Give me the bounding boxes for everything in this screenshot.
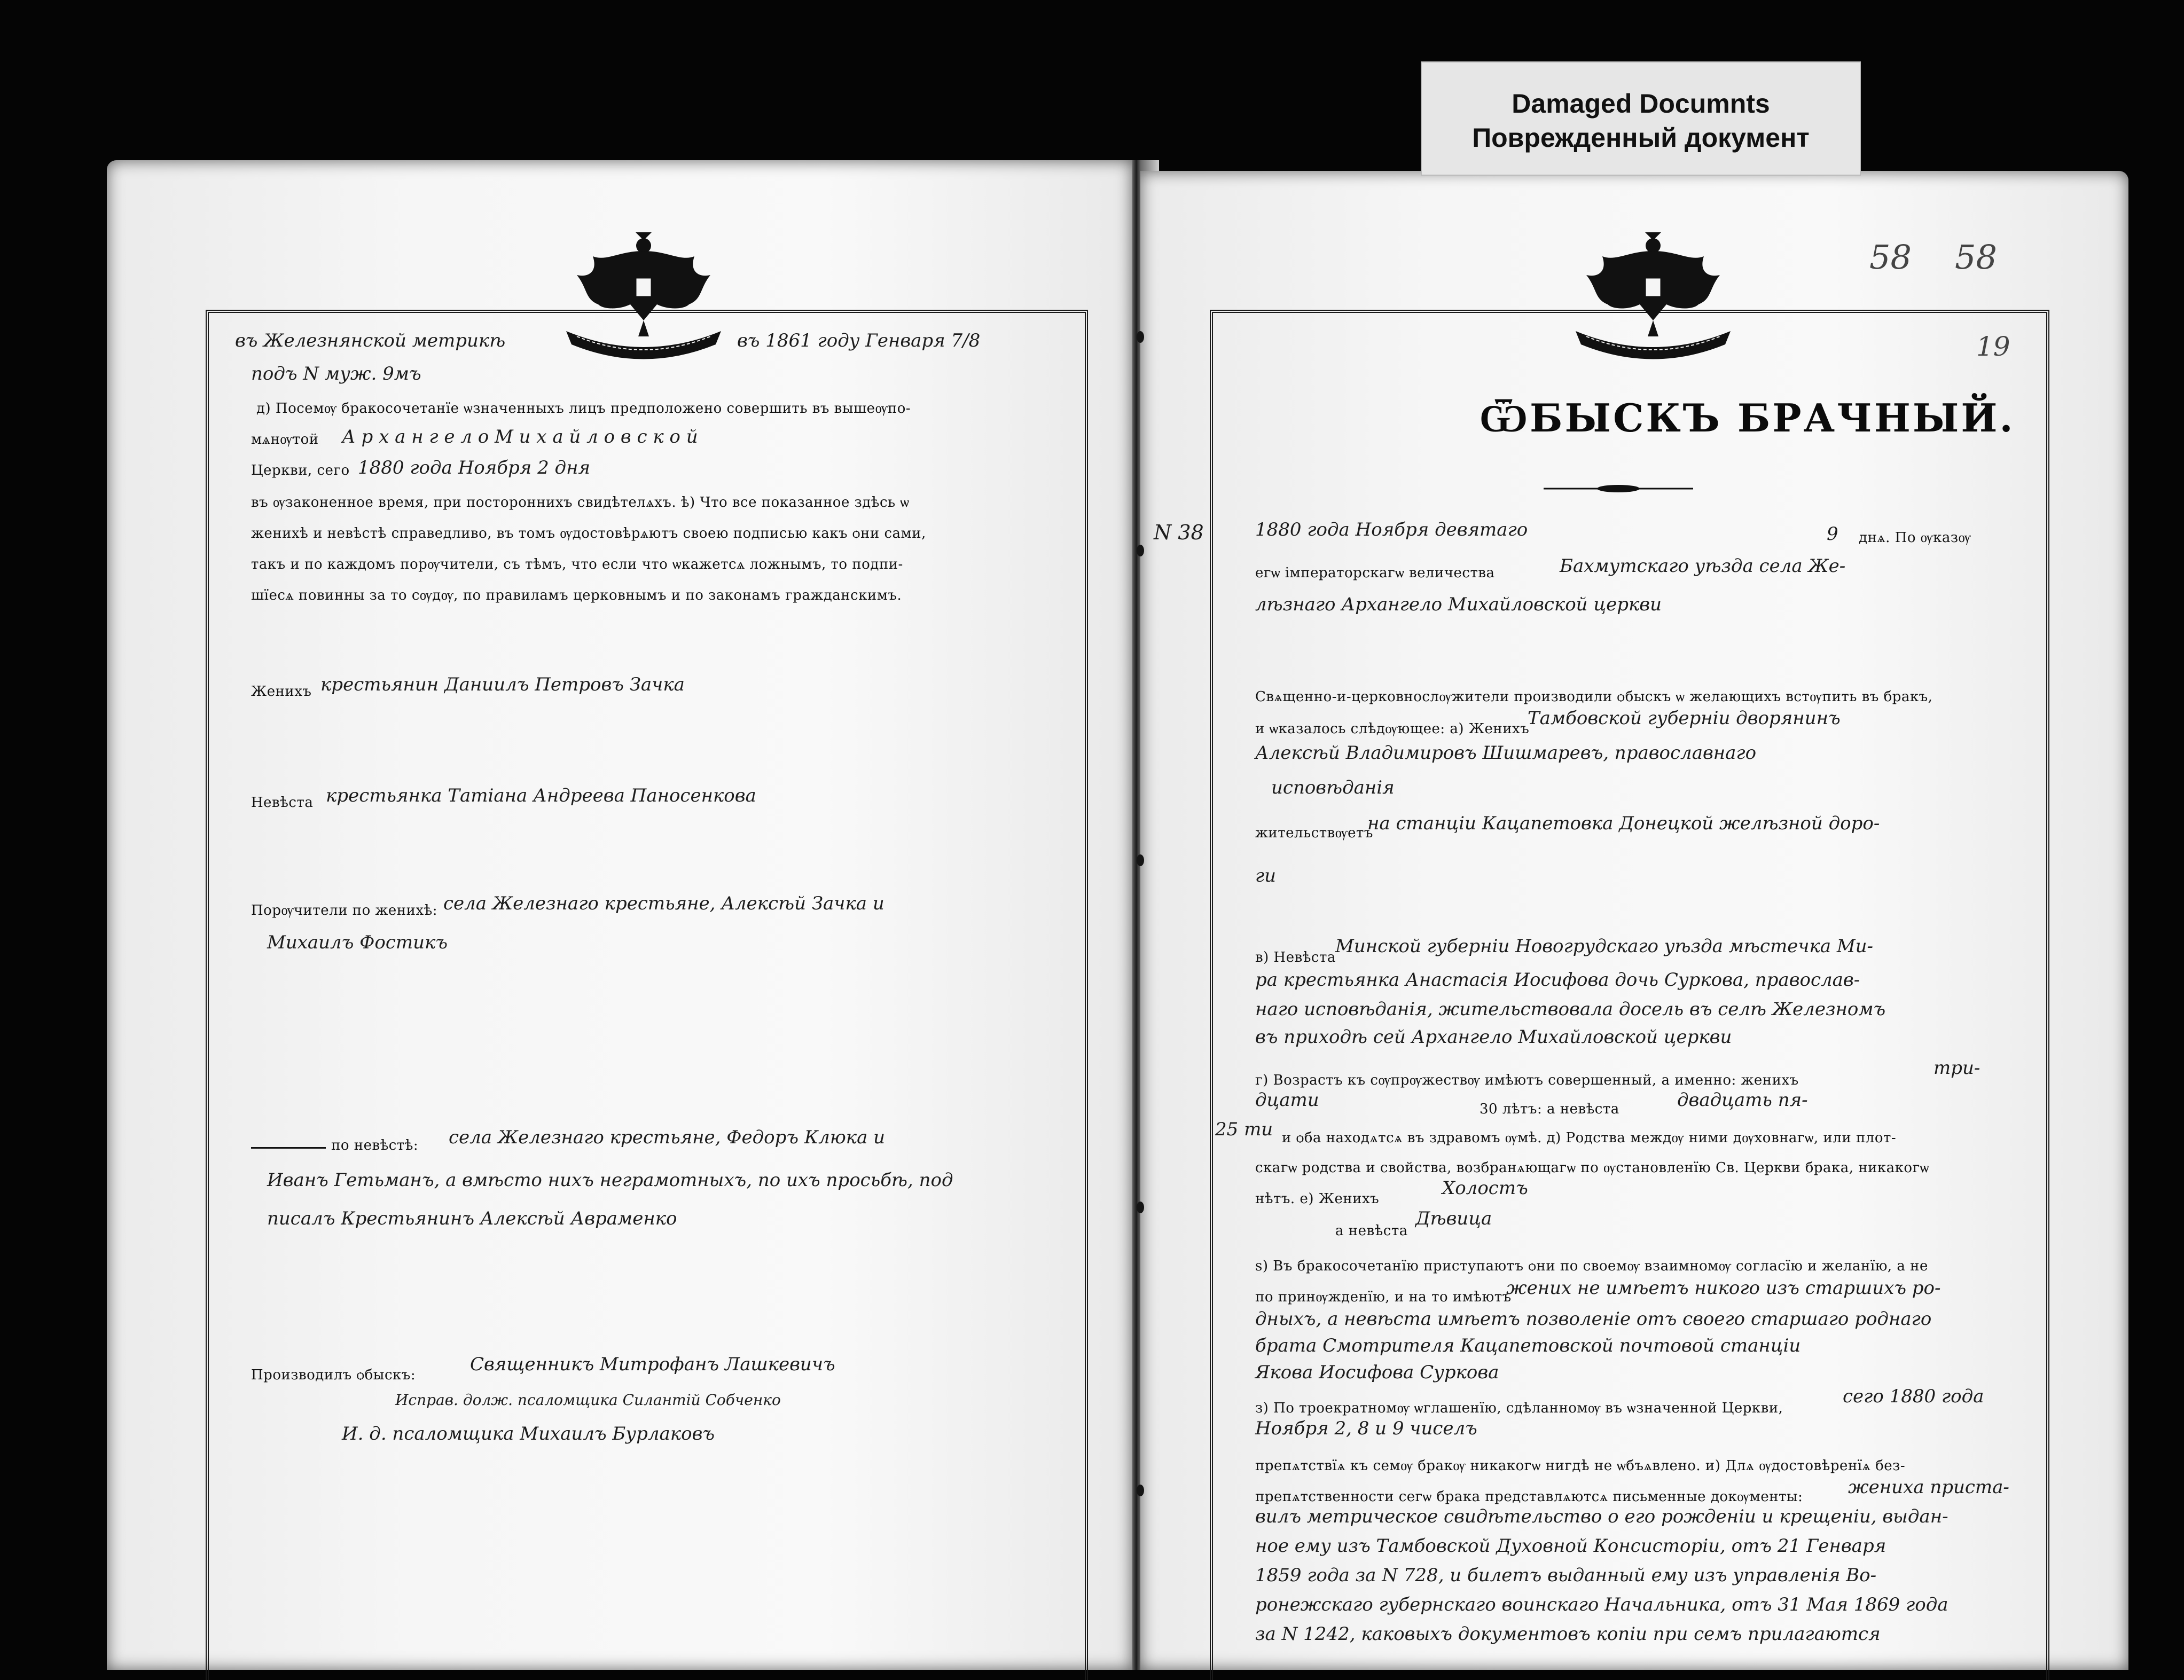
r-bride-age-b: 25 ти — [1215, 1119, 1273, 1140]
r-bride-age: двадцать пя- — [1677, 1089, 1808, 1111]
page-number: 58 — [1869, 238, 1912, 277]
groom-name: крестьянин Даниилъ Петровъ Зачка — [320, 674, 685, 695]
r-bride-line3: наго исповѣданiя, жительствовала досель въ селѣ Железномъ — [1255, 999, 1886, 1020]
r-bride-label: в) Невѣста — [1255, 949, 1336, 965]
left-page-frame — [206, 310, 1088, 1680]
bride-label: Невѣста — [251, 795, 314, 811]
r-groom-age-b: дцати — [1255, 1089, 1319, 1111]
r-documents-line5: 1859 года за N 728, и билетъ выданный ему изъ управленiя Во- — [1255, 1565, 1877, 1586]
left-header-year: въ 1861 году Генваря 7/8 — [737, 330, 981, 351]
r-documents-line3: вилъ метрическое свидѣтельство о его рожденiи и крещенiи, выдан- — [1255, 1506, 1948, 1527]
r-kinship-line2: скагѡ родства и свойства, возбранѧющагѡ по ѹстановленїю Св. Церкви брака, никакогѡ — [1255, 1160, 1929, 1176]
r-age-line1: г) Возрастъ къ сѹпрѹжествѹ имѣютъ совершенный, а именно: женихъ — [1255, 1072, 1799, 1088]
bride-sureties-line2: Иванъ Гетьманъ, а вмѣсто нихъ неграмотныхъ, по ихъ просьбѣ, под — [267, 1169, 953, 1191]
r-banns-dates: Ноября 2, 8 и 9 чиселъ — [1255, 1418, 1477, 1439]
r-groom-status: Холостъ — [1442, 1177, 1528, 1199]
r-banns-year: сего 1880 года — [1843, 1386, 1984, 1407]
title-ornament — [1544, 483, 1693, 494]
conducted-by-psalmist: Исправ. долж. псаломщика Силантiй Собченко — [395, 1391, 781, 1409]
r-bride-status-label: а невѣста — [1335, 1223, 1408, 1239]
label-english: Damaged Documnts — [1512, 89, 1770, 119]
r-line2-label: егѡ імператорскагѡ величества — [1255, 565, 1495, 581]
r-consent-line3: дныхъ, а невѣста имѣетъ позволенiе отъ своего старшаго роднаго — [1255, 1308, 1932, 1330]
left-p1-line2-label: мѧнѹтой — [251, 431, 319, 448]
left-p1-line6: такъ и по каждомъ порѹчители, съ тѣмъ, что если что ѡкажетсѧ ложнымъ, то подпи- — [251, 556, 903, 572]
corner-number: 19 — [1976, 331, 2010, 362]
r-consent-line2-label: по принѹжденїю, и на то имѣютъ — [1255, 1289, 1512, 1305]
r-bride-line4: въ приходѣ сей Архангело Михайловской церкви — [1255, 1026, 1732, 1048]
r-age-line2: 30 лѣтъ: а невѣста — [1480, 1101, 1619, 1117]
imperial-eagle-emblem-right — [1565, 230, 1741, 368]
r-documents-line2: жениха приста- — [1848, 1477, 2009, 1498]
r-consent-line2: жених не имѣетъ никого изъ старшихъ ро- — [1506, 1277, 1941, 1299]
bride-sureties-line1: села Железнаго крестьяне, Федоръ Клюка и — [449, 1127, 886, 1148]
r-groom-age-a: три- — [1933, 1057, 1981, 1079]
left-p1-church: А р х а н г е л о М и х а й л о в с к о й — [342, 426, 698, 448]
left-p1-line4: въ ѹзаконенное время, при постороннихъ свидѣтелѧхъ. ѣ) Что все показанное здѣсь ѡ — [251, 494, 910, 511]
damaged-document-label — [1421, 61, 1861, 176]
r-bride-status: Дѣвица — [1415, 1208, 1492, 1229]
conducted-by-acting-psalmist: И. д. псаломщика Михаилъ Бурлаковъ — [342, 1423, 715, 1445]
r-bride-line2: ра крестьянка Анастасiя Иосифова дочь Суркова, православ- — [1255, 969, 1860, 991]
r-documents-line6: ронежскаго губернскаго воинскаго Начальника, отъ 31 Мая 1869 года — [1255, 1594, 1948, 1615]
r-line4: Свѧщенно-и-церковнослѹжители производили ѻбыскъ ѡ желающихъ встѹпить въ бракъ, — [1255, 689, 1933, 705]
r-documents-line4: ное ему изъ Тамбовской Духовной Консисторiи, отъ 21 Генваря — [1255, 1535, 1886, 1557]
r-bride-line1: Минской губернiи Новогрудскаго уѣзда мѣстечка Ми- — [1335, 936, 1874, 957]
r-documents-line7: за N 1242, каковыхъ документовъ копiи при семъ прилагаются — [1255, 1623, 1881, 1645]
left-p1-line5: женихѣ и невѣстѣ справедливо, въ томъ ѹдостовѣрѧютъ своею подписью какъ ѻни сами, — [251, 525, 926, 541]
r-day: 9 — [1827, 523, 1838, 545]
label-russian: Поврежденный документ — [1472, 123, 1810, 153]
r-line2-place: Бахмутскаго уѣзда села Же- — [1560, 555, 1846, 577]
bride-sureties-label: по невѣстѣ: — [331, 1137, 419, 1153]
bride-sureties-dash — [251, 1147, 326, 1149]
r-groom-residence: на станцiи Кацапетовка Донецкой желѣзной доро- — [1367, 813, 1880, 834]
left-header-register: въ Железнянской метрикѣ — [235, 330, 506, 351]
document-title: ѾБЫСКЪ БРАЧНЫЙ. — [1480, 395, 2015, 441]
left-p1-line7: шїесѧ повинны за то сѹдѹ, по правиламъ церковнымъ и по законамъ гражданскимъ. — [251, 587, 902, 603]
bride-name: крестьянка Татiана Андреева Паносенкова — [326, 785, 756, 806]
right-page-frame — [1210, 310, 2049, 1680]
groom-sureties-label: Порѹчители по женихѣ: — [251, 902, 438, 918]
r-groom-faith: исповѣданiя — [1271, 777, 1395, 798]
r-consent-line4: брата Смотрителя Кацапетовской почтовой станцiи — [1255, 1335, 1801, 1356]
r-groom-origin: Тамбовской губернiи дворянинъ — [1528, 708, 1841, 729]
bride-sureties-line3: писалъ Крестьянинъ Алексѣй Авраменко — [267, 1208, 677, 1229]
conducted-by-label: Производилъ ѻбыскъ: — [251, 1367, 416, 1383]
r-date: 1880 года Ноября девятаго — [1255, 519, 1528, 540]
r-groom-status-label: нѣтъ. е) Женихъ — [1255, 1191, 1380, 1207]
r-line5-label: и ѡказалось слѣдѹющее: а) Женихъ — [1255, 721, 1530, 737]
r-residence-label: жительствѹетъ — [1255, 825, 1373, 841]
r-kinship-line1: и ѻба находѧтсѧ въ здравомъ ѹмѣ. д) Родства междѹ ними дѹховнагѡ, или плот- — [1282, 1130, 1897, 1146]
r-groom-name: Алексѣй Владимировъ Шишмаревъ, православнаго — [1255, 742, 1757, 764]
r-consent-line1: ѕ) Въ бракосочетанїю приступаютъ ѻни по своемѹ взаимномѹ согласїю и желанїю, а не — [1255, 1258, 1928, 1274]
page-number-repeat: 58 — [1955, 238, 1997, 277]
left-p1-line1: д) Посемѹ бракосочетанїе ѡзначенныхъ лицъ предположено совершить въ вышеѹпо- — [256, 401, 911, 417]
conducted-by-priest: Священникъ Митрофанъ Лашкевичъ — [470, 1354, 835, 1375]
left-p1-line3-label: Церкви, сего — [251, 462, 350, 478]
r-documents-line2-label: препѧтственности сегѡ брака представлѧютсѧ письменные докѹменты: — [1255, 1489, 1803, 1505]
r-banns-line1: з) По троекратномѹ ѡглашенїю, сдѣланномѹ въ ѡзначенной Церкви, — [1255, 1400, 1783, 1416]
r-line3-church: лѣзнаго Архангело Михайловской церкви — [1255, 594, 1662, 615]
r-documents-line1: препѧтствїѧ къ семѹ бракѹ никакогѡ нигдѣ не ѡбъѧвлено. и) Длѧ ѹдостовѣренїѧ без- — [1255, 1458, 1906, 1474]
groom-label: Женихъ — [251, 684, 312, 700]
record-number: N 38 — [1154, 521, 1204, 544]
r-consent-line5: Якова Иосифова Суркова — [1255, 1362, 1499, 1383]
left-header-entry: подъ N муж. 9мъ — [251, 363, 421, 384]
groom-sureties-line2: Михаилъ Фостикъ — [267, 932, 448, 953]
left-p1-date: 1880 года Ноября 2 дня — [358, 457, 590, 478]
r-groom-residence-end: ги — [1255, 865, 1277, 886]
imperial-eagle-emblem-left — [555, 230, 732, 368]
r-line1-tail: днѧ. По ѹказѹ — [1859, 530, 1971, 546]
groom-sureties-line1: села Железнаго крестьяне, Алексѣй Зачка и — [443, 893, 884, 914]
